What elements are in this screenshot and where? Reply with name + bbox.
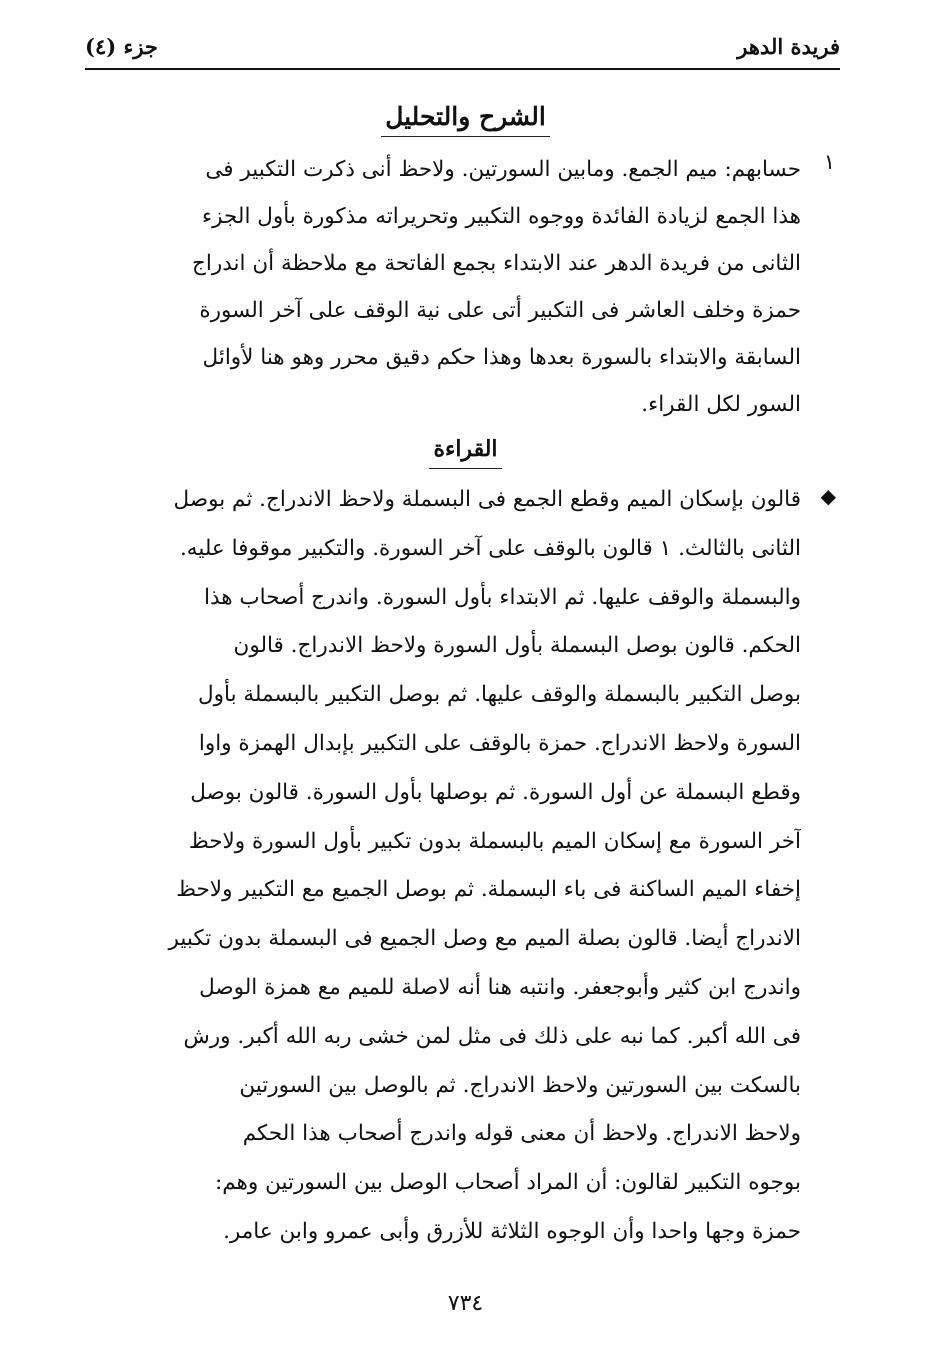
commentary-paragraph (83, 146, 801, 428)
text-line: قالون بإسكان الميم وقطع الجمع فى البسملة ولاحظ الاندراج. ثم بوصل (173, 487, 801, 512)
text-line: السورة ولاحظ الاندراج. حمزة بالوقف على التكبير بإبدال الهمزة واوا (198, 730, 801, 756)
text-line: هذا الجمع لزيادة الفائدة ووجوه التكبير وتحريراته مذكورة بأول الجزء (202, 204, 801, 229)
text-line: بالسكت بين السورتين ولاحظ الاندراج. ثم بالوصل بين السورتين (239, 1072, 801, 1098)
part-label: جزء (٤) (85, 34, 158, 59)
text-line: الاندراج أيضا. قالون بصلة الميم مع وصل الجميع فى البسملة بدون تكبير (168, 926, 801, 952)
book-title: فريدة الدهر (737, 34, 840, 59)
reading-paragraph (83, 476, 801, 1257)
text-line: الحكم. قالون بوصل البسملة بأول السورة ولاحظ الاندراج. قالون (233, 633, 801, 659)
text-line: حمزة وخلف العاشر فى التكبير أتى على نية الوقف على آخر السورة (199, 298, 801, 323)
section-title: الشرح والتحليل (0, 102, 931, 131)
text-line: السابقة والابتداء بالسورة بعدها وهذا حكم دقيق محرر وهو هنا لأوائل (202, 345, 801, 370)
text-line: حمزة وجها واحدا وأن الوجوه الثلاثة للأزرق وأبى عمرو وابن عامر. (223, 1218, 801, 1244)
text-line: ولاحظ الاندراج. ولاحظ أن معنى قوله واندرج أصحاب هذا الحكم (242, 1121, 801, 1147)
text-line: بوصل التكبير بالبسملة والوقف عليها. ثم بوصل التكبير بالبسملة بأول (198, 682, 801, 708)
page-number: ٧٣٤ (447, 1291, 484, 1316)
footnote-number: ١ (823, 150, 835, 174)
running-header (85, 30, 840, 68)
reading-title: القراءة (0, 436, 931, 462)
text-line: إخفاء الميم الساكنة فى باء البسملة. ثم بوصل الجميع مع التكبير ولاحظ (176, 877, 801, 903)
text-line: آخر السورة مع إسكان الميم بالبسملة بدون تكبير بأول السورة ولاحظ (188, 828, 801, 854)
text-line: حسابهم: ميم الجمع. ومابين السورتين. ولاحظ أنى ذكرت التكبير فى (205, 157, 801, 182)
text-line: وقطع البسملة عن أول السورة. ثم بوصلها بأول السورة. قالون بوصل (190, 779, 801, 805)
text-line: الثانى بالثالث. ١ قالون بالوقف على آخر السورة. والتكبير موقوفا عليه. (179, 535, 801, 561)
text-line: بوجوه التكبير لقالون: أن المراد أصحاب الوصل بين السورتين وهم: (215, 1170, 801, 1196)
text-line: الثانى من فريدة الدهر عند الابتداء بجمع الفاتحة مع ملاحظة أن اندراج (192, 251, 801, 276)
text-line: واندرج ابن كثير وأبوجعفر. وانتبه هنا أنه لاصلة للميم مع همزة الوصل (199, 974, 801, 1000)
text-line: السور لكل القراء. (641, 392, 801, 417)
diamond-bullet-icon: ◆ (820, 484, 836, 508)
header-rule (85, 68, 840, 70)
text-line: فى الله أكبر. كما نبه على ذلك فى مثل لمن خشى ربه الله أكبر. ورش (183, 1023, 801, 1049)
text-line: والبسملة والوقف عليها. ثم الابتداء بأول السورة. واندرج أصحاب هذا (203, 584, 801, 610)
